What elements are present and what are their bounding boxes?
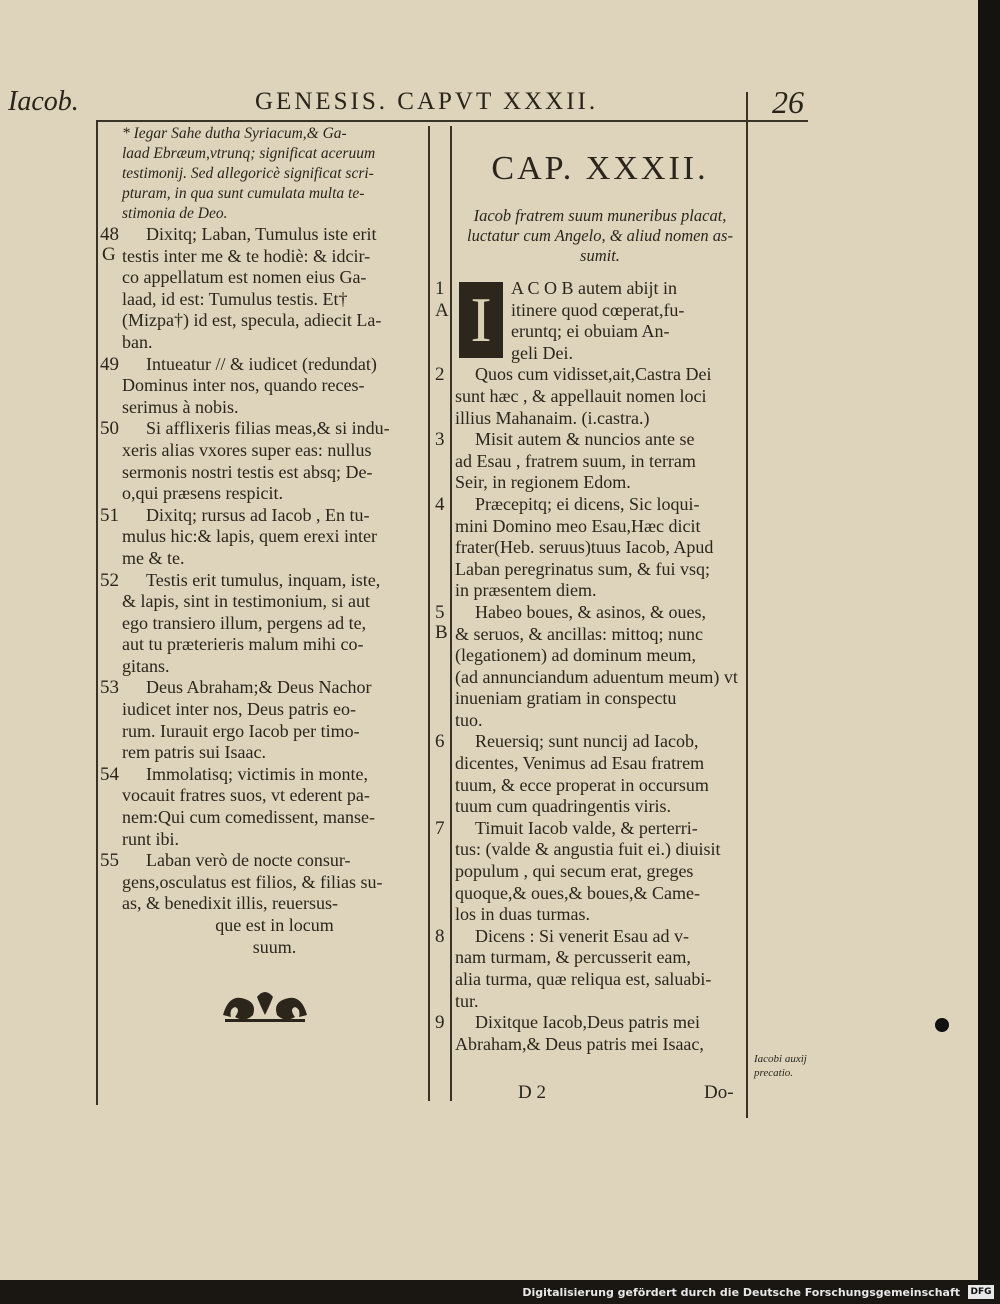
text-line: sunt hæc , & appellauit nomen loci [455, 385, 707, 406]
verse-number: 52 [100, 569, 119, 591]
verse-block [435, 731, 745, 817]
catchword: Do- [704, 1082, 734, 1103]
text-line: sermonis nostri testis est absq; De- [122, 461, 373, 482]
text-line: Intueatur // & iudicet (redundat) [146, 353, 377, 374]
verse-block [100, 353, 427, 419]
text-line: (Mizpa†) id est, specula, adiecit La- [122, 310, 382, 331]
verse-number: 53 [100, 677, 119, 699]
verse-block [100, 504, 427, 570]
verse-number: 5 [435, 601, 445, 623]
verse-block [100, 850, 427, 958]
verse-number: 51 [100, 504, 119, 526]
footnote-line: pturam, in qua sunt cumulata multa te- [122, 185, 365, 202]
text-line: me & te. [122, 547, 185, 568]
text-line: Testis erit tumulus, inquam, iste, [146, 569, 381, 590]
verse-number: 50 [100, 418, 119, 440]
header-title: GENESIS. CAPVT XXXII. [255, 88, 599, 115]
verse-number: 7 [435, 817, 445, 839]
summary-line: Iacob fratrem suum muneribus placat, [473, 206, 727, 225]
summary-line: sumit. [580, 246, 620, 265]
text-line: aut tu præterieris malum mihi co- [122, 634, 364, 655]
text-line: A C O B autem abijt in [511, 278, 677, 298]
verse-block [100, 224, 427, 354]
text-line: rum. Iurauit ergo Iacob per timo- [122, 720, 360, 741]
margin-note-line: precatio. [754, 1067, 793, 1079]
footnote-line: laad Ebræum,vtrunq; significat aceruum [122, 145, 376, 162]
text-line: vocauit fratres suos, vt ederent pa- [122, 785, 370, 806]
verse-number: 55 [100, 850, 119, 872]
verse-number: 49 [100, 353, 119, 375]
verse-block [100, 677, 427, 763]
verse-number: 9 [435, 1012, 445, 1034]
chapter-summary [455, 206, 745, 266]
section-letter: B [435, 621, 448, 643]
margin-note-line: Iacobi auxij [754, 1053, 807, 1065]
text-line: quoque,& oues,& boues,& Came- [455, 882, 700, 903]
chapter-title: CAP. XXXII. [491, 150, 709, 187]
text-line: in præsentem diem. [455, 580, 597, 601]
header-left: Iacob. [8, 86, 79, 117]
text-line: inueniam gratiam in conspectu [455, 688, 677, 709]
text-line: Misit autem & nuncios ante se [475, 429, 695, 450]
text-line: laad, id est: Tumulus testis. Et† [122, 288, 348, 309]
text-line: co appellatum est nomen eius Ga- [122, 267, 367, 288]
text-line: Dixitq; rursus ad Iacob , En tu- [146, 504, 370, 525]
text-line: mini Domino meo Esau,Hæc dicit [455, 515, 701, 536]
text-line: xeris alias vxores super eas: nullus [122, 439, 372, 460]
text-line: Dixitque Iacob,Deus patris mei [475, 1012, 700, 1033]
text-line: dicentes, Venimus ad Esau fratrem [455, 753, 705, 774]
verse-number: 54 [100, 763, 119, 785]
header-rule [96, 120, 808, 122]
text-line: & seruos, & ancillas: mittoq; nunc [455, 623, 703, 644]
gutter-rule-left [428, 126, 430, 1101]
running-header [0, 82, 978, 122]
footnote-line: testimonij. Sed allegoricè significat scri- [122, 165, 374, 182]
verse-block [100, 418, 427, 504]
text-line: Quos cum vidisset,ait,Castra Dei [475, 364, 712, 385]
text-line: o,qui præsens respicit. [122, 483, 283, 504]
text-line: iudicet inter nos, Deus patris eo- [122, 699, 356, 720]
verse-number: 2 [435, 364, 445, 386]
verse-block [100, 763, 427, 850]
text-line: Abraham,& Deus patris mei Isaac, [455, 1033, 704, 1054]
text-line: testis inter me & te hodiè: & idcir- [122, 245, 371, 266]
right-column [435, 140, 745, 1055]
text-line: itinere quod cœperat,fu- [511, 299, 685, 320]
text-line: los in duas turmas. [455, 904, 590, 925]
text-line: Præcepitq; ei dicens, Sic loqui- [475, 493, 700, 514]
text-line: ban. [122, 331, 153, 352]
page-number: 26 [772, 84, 804, 120]
verse-block [100, 569, 427, 678]
text-line: ad Esau , fratrem suum, in terram [455, 450, 696, 471]
verse-number: 6 [435, 731, 445, 753]
text-line: eruntq; ei obuiam An- [511, 321, 670, 342]
text-line: mulus hic:& lapis, quem erexi inter [122, 526, 377, 547]
ink-blot [935, 1018, 949, 1032]
text-line: Deus Abraham;& Deus Nachor [146, 677, 372, 698]
text-line: ego transiero illum, pergens ad te, [122, 612, 367, 633]
text-line: Dominus inter nos, quando reces- [122, 375, 365, 396]
text-line: Immolatisq; victimis in monte, [146, 763, 368, 784]
verse-block [435, 925, 745, 1012]
verse-number: 1 [435, 278, 445, 299]
verse-number: 3 [435, 429, 445, 451]
text-line: Seir, in regionem Edom. [455, 472, 631, 493]
text-line: & lapis, sint in testimonium, si aut [122, 591, 371, 612]
text-line: nem:Qui cum comedissent, manse- [122, 807, 375, 828]
text-line: Laban verò de nocte consur- [146, 850, 351, 871]
verse-number: 48 [100, 224, 119, 245]
text-line: Dicens : Si venerit Esau ad v- [475, 925, 689, 946]
verse-block [435, 1012, 745, 1055]
footnote-line: stimonia de Deo. [122, 205, 228, 222]
text-line: frater(Heb. seruus)tuus Iacob, Apud [455, 537, 714, 558]
credit-line: Digitalisierung gefördert durch die Deutsche Forschungsgemeinschaft [522, 1286, 960, 1299]
section-letter: A [435, 300, 449, 321]
printer-ornament [215, 985, 315, 1025]
right-margin-rule [746, 92, 748, 1118]
text-line: tuo. [455, 709, 483, 730]
text-line: tuum, & ecce properat in occursum [455, 774, 709, 795]
text-line: Si afflixeris filias meas,& si indu- [146, 418, 390, 439]
verse-number: 8 [435, 925, 445, 947]
text-line: suum. [252, 936, 297, 957]
summary-line: luctatur cum Angelo, & aliud nomen as- [467, 226, 733, 245]
signature-mark: D 2 [518, 1082, 546, 1103]
section-letter: G [102, 244, 116, 265]
text-line: rem patris sui Isaac. [122, 742, 266, 763]
text-line: illius Mahanaim. (i.castra.) [455, 407, 650, 428]
text-line: Laban peregrinatus sum, & fui vsq; [455, 558, 710, 579]
margin-note [754, 1052, 807, 1080]
verse-block [435, 493, 745, 602]
text-line: gitans. [122, 655, 170, 676]
drop-capital: I [459, 282, 503, 358]
text-line: geli Dei. [511, 342, 573, 363]
text-line: serimus à nobis. [122, 396, 239, 417]
text-line: gens,osculatus est filios, & filias su- [122, 871, 383, 892]
text-line: (legationem) ad dominum meum, [455, 645, 696, 666]
text-line: populum , qui secum erat, greges [455, 861, 694, 882]
text-line: Reuersiq; sunt nuncij ad Iacob, [475, 731, 699, 752]
text-line: tuum cum quadringentis viris. [455, 796, 671, 817]
text-line: Dixitq; Laban, Tumulus iste erit [146, 224, 377, 244]
text-line: as, & benedixit illis, reuersus- [122, 893, 338, 914]
text-line: nam turmam, & percusserit eam, [455, 947, 691, 968]
verse-block [435, 817, 745, 926]
dfg-logo-icon: DFG [968, 1285, 994, 1299]
left-margin-rule [96, 120, 98, 1105]
text-line: Habeo boues, & asinos, & oues, [475, 601, 706, 622]
text-line: alia turma, quæ reliqua est, saluabi- [455, 969, 712, 989]
verse-block [435, 278, 745, 364]
text-line: tur. [455, 990, 479, 1011]
text-line: (ad annunciandum aduentum meum) vt [455, 666, 738, 687]
left-column [100, 124, 427, 958]
footnote-line: * Iegar Sahe dutha Syriacum,& Ga- [122, 125, 347, 142]
text-line: Timuit Iacob valde, & perterri- [475, 817, 698, 838]
verse-block [435, 601, 745, 732]
text-line: runt ibi. [122, 828, 179, 849]
text-line: que est in locum [215, 915, 334, 935]
verse-block [435, 429, 745, 494]
verse-block [435, 364, 745, 429]
verse-number: 4 [435, 493, 445, 515]
gutter-rule-right [450, 126, 452, 1101]
text-line: tus: (valde & angustia fuit ei.) diuisit [455, 839, 721, 860]
